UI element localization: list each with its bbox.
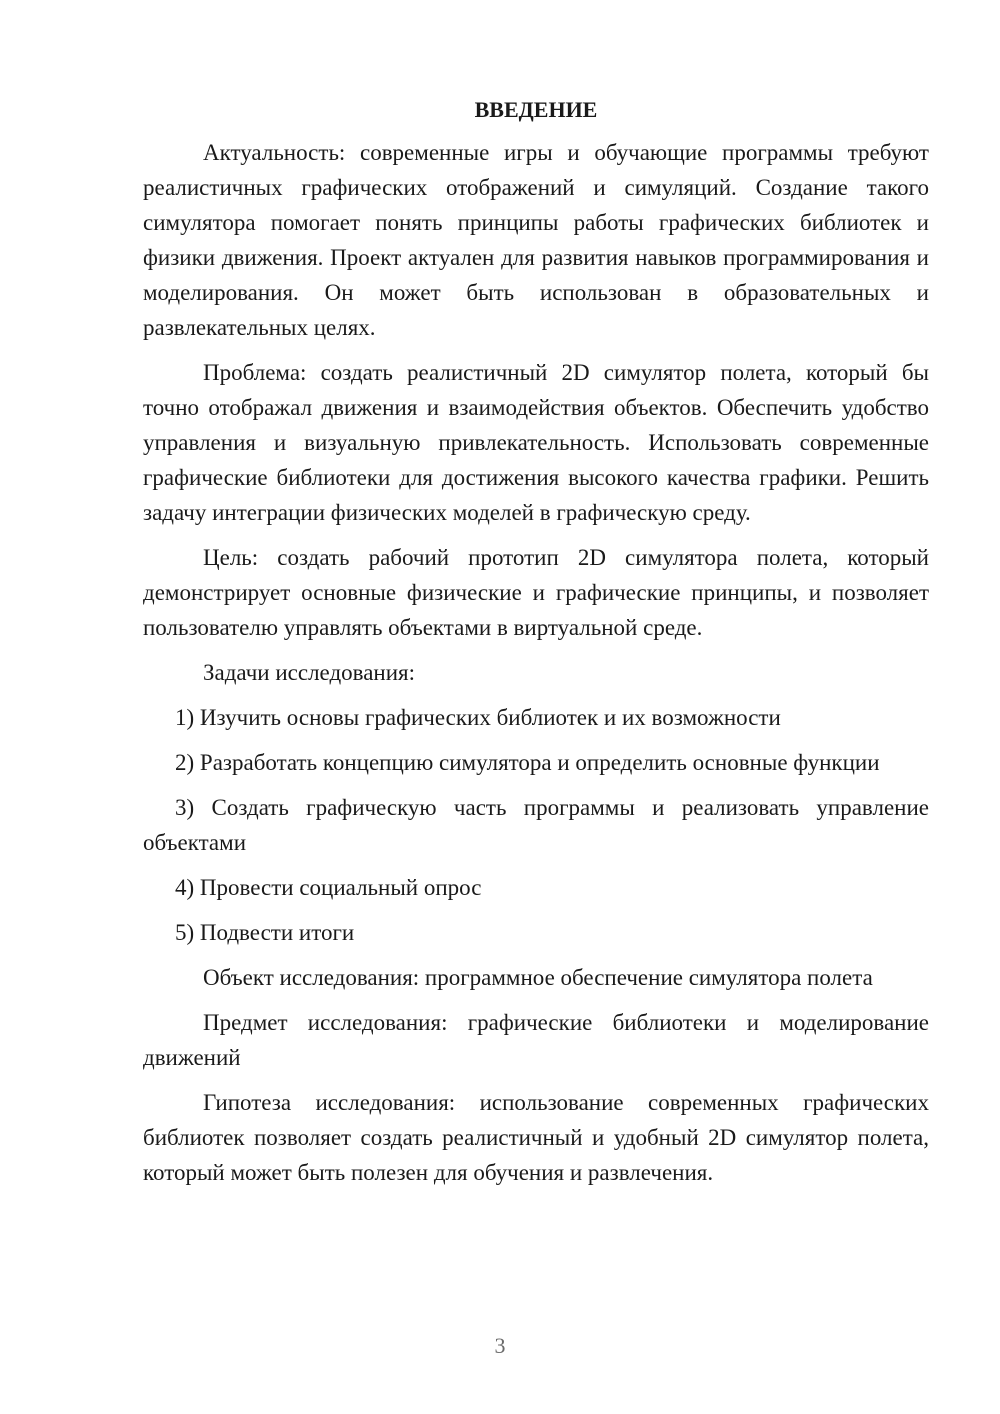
document-page bbox=[143, 90, 929, 1200]
paragraph-relevance: Актуальность: современные игры и обучающие программы требуют реалистичных графических отображений и симуляций. Создание такого симулятора помогает понять принципы работы графических библиотек и физики движения. Проект актуален для развития навыков программирования и моделирования. Он может быть использован в образовательных и развлекательных целях. bbox=[143, 140, 929, 340]
paragraph-object: Объект исследования: программное обеспечение симулятора полета bbox=[203, 965, 873, 990]
tasks-heading: Задачи исследования: bbox=[203, 660, 416, 685]
paragraph-subject: Предмет исследования: графические библиотеки и моделирование движений bbox=[143, 1010, 929, 1070]
paragraph-goal: Цель: создать рабочий прототип 2D симулятора полета, который демонстрирует основные физические и графические принципы, и позволяет пользователю управлять объектами в виртуальной среде. bbox=[143, 545, 929, 640]
paragraph-hypothesis: Гипотеза исследования: использование современных графических библиотек позволяет создать реалистичный и удобный 2D симулятор полета, который может быть полезен для обучения и развлечения. bbox=[143, 1090, 929, 1185]
page-number: 3 bbox=[494, 1333, 506, 1358]
page-title: ВВЕДЕНИЕ bbox=[474, 97, 598, 122]
task-item-1: 1) Изучить основы графических библиотек и их возможности bbox=[175, 705, 781, 730]
paragraph-problem: Проблема: создать реалистичный 2D симулятор полета, который бы точно отображал движения и взаимодействия объектов. Обеспечить удобство управления и визуальную привлекательность. Использовать современные графические библиотеки для достижения высокого качества графики. Решить задачу интеграции физических моделей в графическую среду. bbox=[143, 360, 929, 525]
task-item-2: 2) Разработать концепцию симулятора и определить основные функции bbox=[175, 750, 880, 775]
task-item-5: 5) Подвести итоги bbox=[175, 920, 355, 945]
task-item-3: 3) Создать графическую часть программы и реализовать управление объектами bbox=[143, 795, 929, 855]
task-item-4: 4) Провести социальный опрос bbox=[175, 875, 482, 900]
